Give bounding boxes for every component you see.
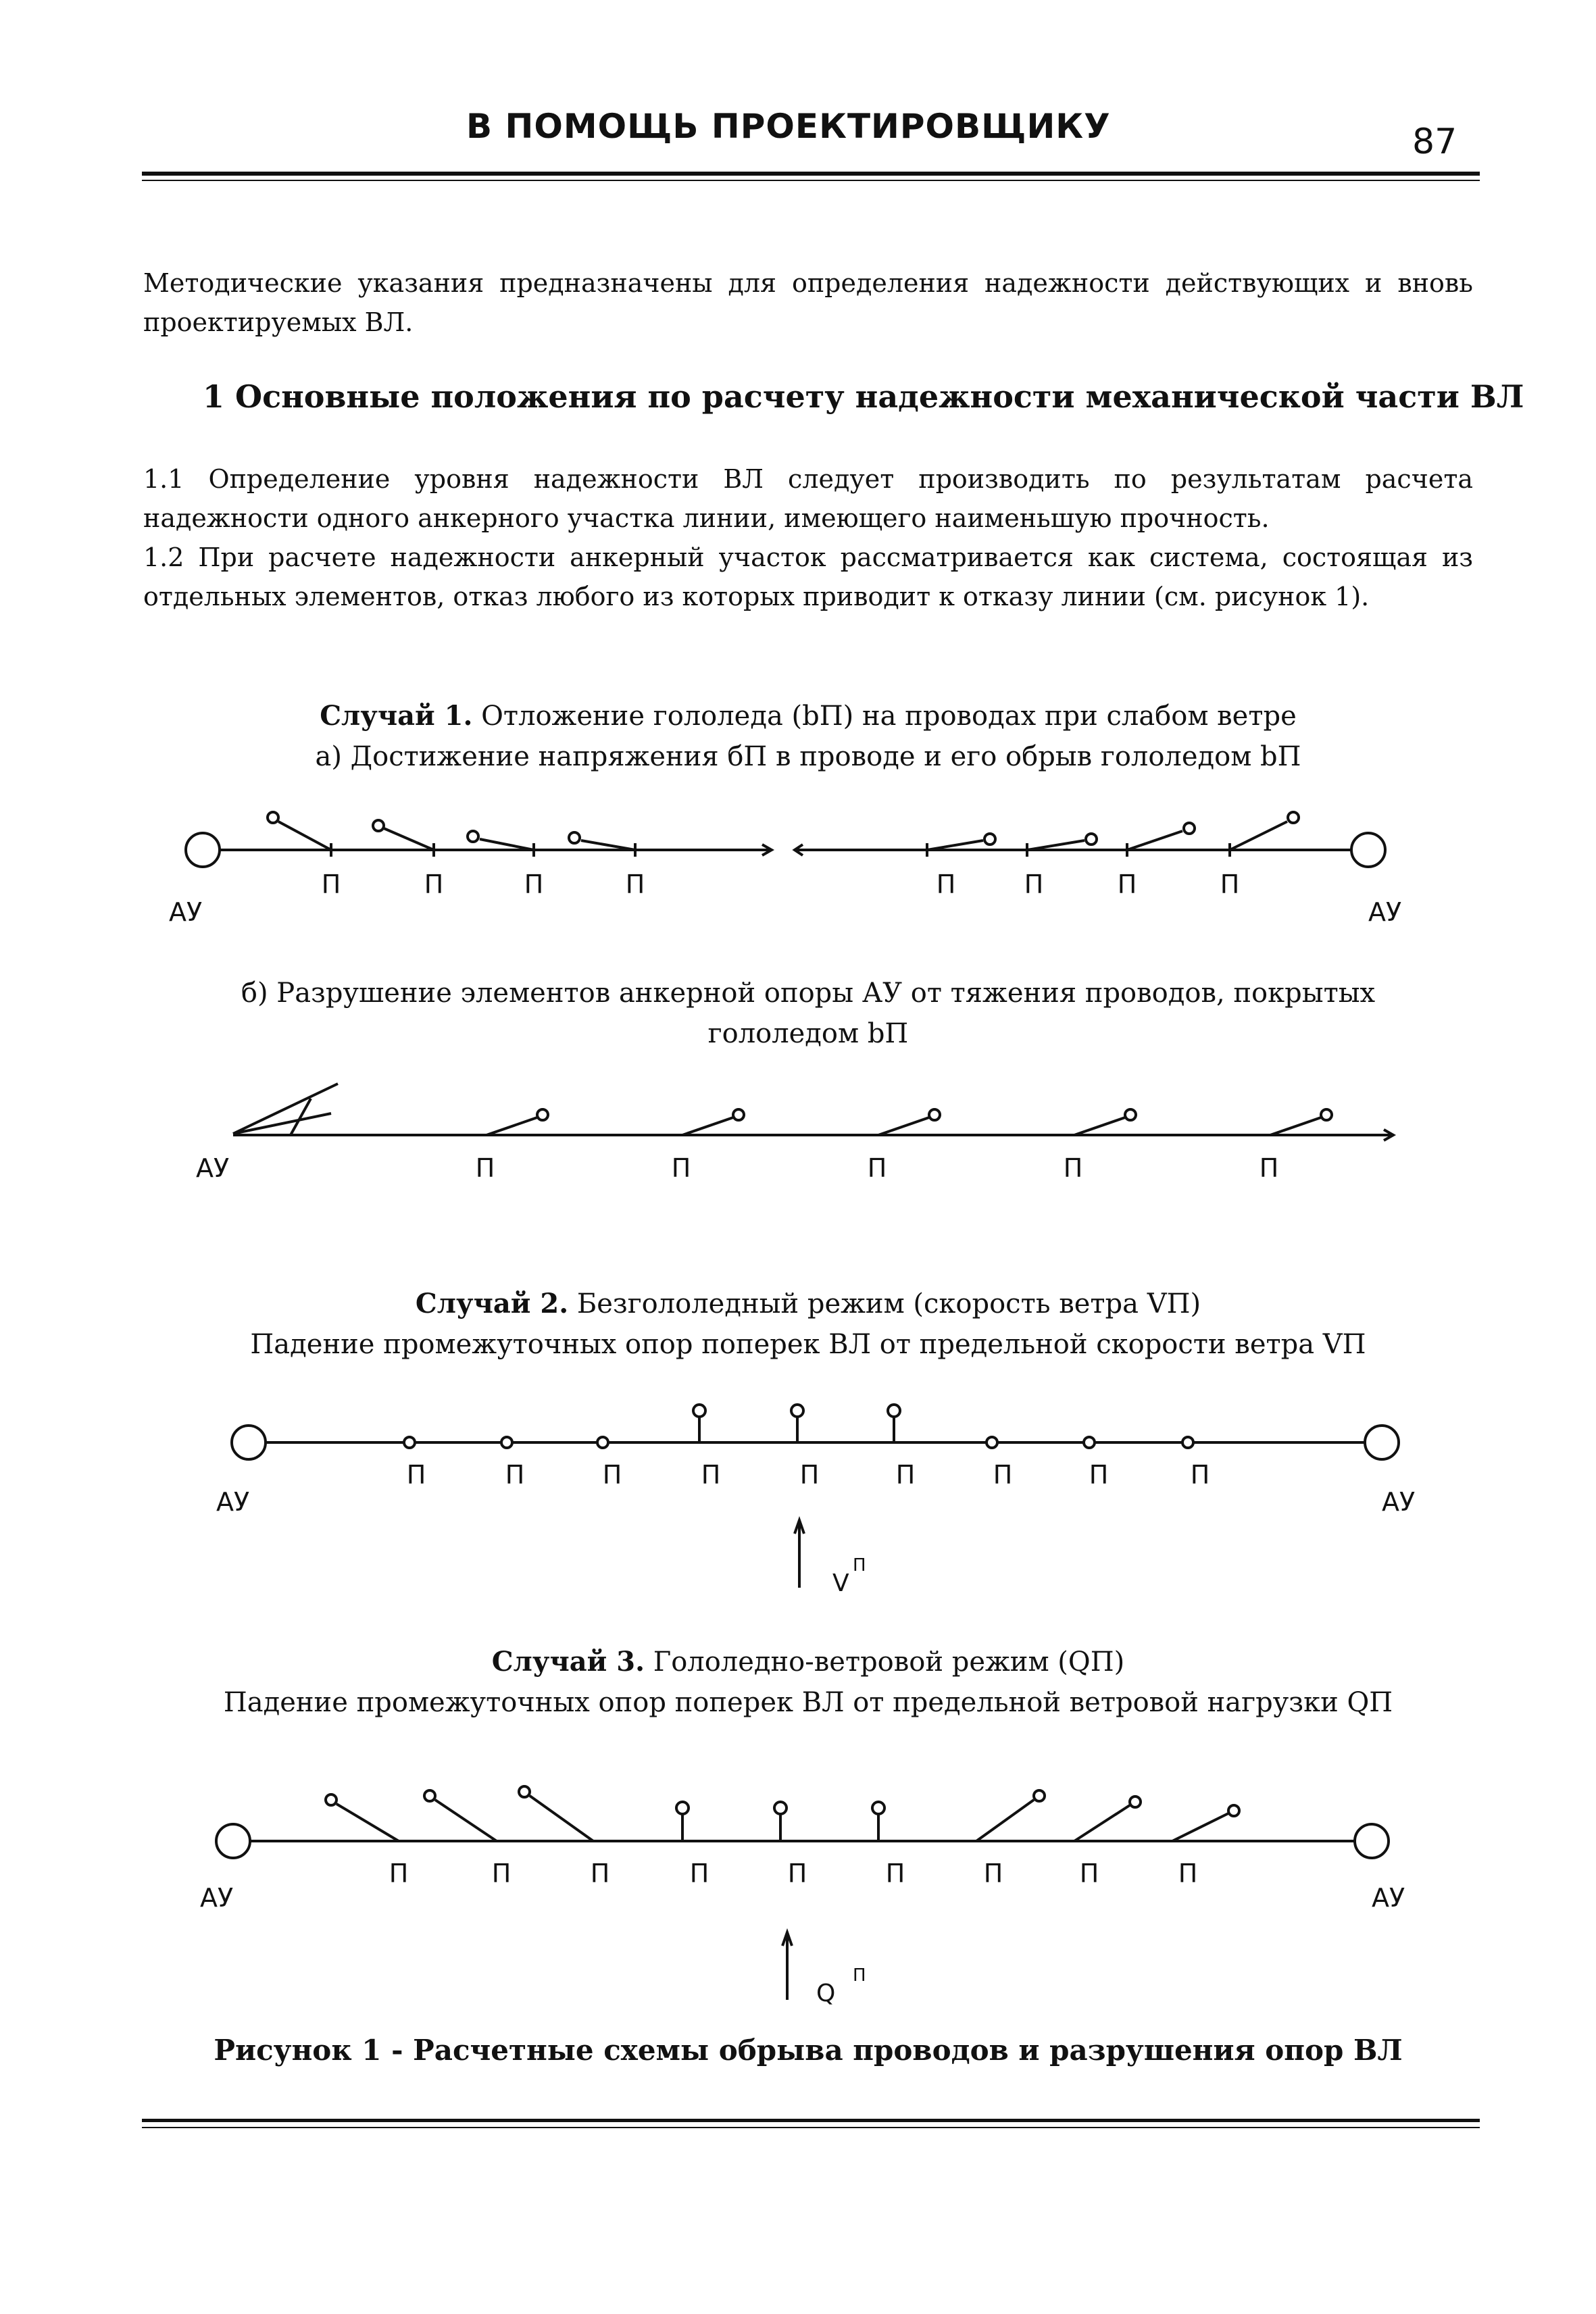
paragraph-1-2: 1.2 При расчете надежности анкерный участок рассматривается как система, состоящая из отдельных элементов, отказ любого из которых приводит к отказу линии (см. рисунок 1). — [143, 543, 1473, 611]
label-pole: П — [590, 1859, 610, 1888]
intro-paragraph: Методические указания предназначены для определения надежности действующих и вновь проектируемых ВЛ. — [143, 268, 1473, 337]
label-pole: П — [602, 1460, 622, 1490]
label-pole: П — [993, 1460, 1013, 1490]
label-pole: П — [505, 1460, 525, 1490]
wind-speed-label-sup: П — [853, 1555, 866, 1576]
figure-caption: Рисунок 1 - Расчетные схемы обрыва проводов и разрушения опор ВЛ — [214, 2034, 1403, 2067]
label-pole: П — [524, 870, 544, 899]
label-pole: П — [701, 1460, 721, 1490]
label-pole: П — [321, 870, 341, 899]
label-pole: П — [491, 1859, 512, 1888]
poles — [487, 1109, 1332, 1135]
wind-speed-label: V — [832, 1569, 849, 1597]
diagram-case1b — [233, 1084, 1393, 1140]
label-anchor: АУ — [1372, 1883, 1405, 1913]
diagram-case1a — [186, 812, 1385, 867]
anchor-support-collapsed — [233, 1084, 338, 1135]
wind-load-label: Q — [816, 1980, 836, 2007]
anchor-support-right — [1355, 1824, 1389, 1858]
anchor-support-right — [1365, 1426, 1399, 1459]
label-pole: П — [689, 1859, 709, 1888]
paragraph-1-1: 1.1 Определение уровня надежности ВЛ следует производить по результатам расчета надежности одного анкерного участка линии, имеющего наименьшую прочность. — [143, 464, 1473, 533]
label-anchor: АУ — [196, 1153, 230, 1183]
label-pole: П — [1259, 1153, 1279, 1183]
section-heading: 1 Основные положения по расчету надежности механической части ВЛ — [203, 378, 1524, 415]
anchor-support-left — [186, 833, 220, 867]
label-anchor: АУ — [216, 1487, 250, 1517]
case1-sub-b-line2: гололедом bП — [707, 1018, 909, 1049]
label-pole: П — [389, 1859, 409, 1888]
label-anchor: АУ — [169, 897, 203, 927]
case2-title: Безгололедный режим (скорость ветра VП) — [576, 1288, 1201, 1319]
label-pole: П — [799, 1460, 820, 1490]
page-number: 87 — [1412, 122, 1457, 162]
label-pole: П — [885, 1859, 905, 1888]
label-pole: П — [475, 1153, 495, 1183]
label-pole: П — [1079, 1859, 1099, 1888]
label-anchor: АУ — [1368, 897, 1402, 927]
case2-subtitle: Падение промежуточных опор поперек ВЛ от предельной скорости ветра VП — [250, 1329, 1366, 1360]
anchor-support-right — [1351, 833, 1385, 867]
poles — [326, 1786, 1239, 1841]
label-pole: П — [671, 1153, 691, 1183]
label-pole: П — [895, 1460, 916, 1490]
diagram-text-labels — [169, 870, 1415, 2007]
page-header-title: В ПОМОЩЬ ПРОЕКТИРОВЩИКУ — [466, 107, 1111, 146]
label-pole: П — [1190, 1460, 1210, 1490]
label-pole: П — [867, 1153, 887, 1183]
label-pole: П — [1178, 1859, 1198, 1888]
label-pole: П — [1063, 1153, 1083, 1183]
case1-sub-a: а) Достижение напряжения бП в проводе и его обрыв гололедом bП — [315, 741, 1301, 772]
anchor-support-left — [216, 1824, 250, 1858]
diagram-case2 — [232, 1405, 1399, 1588]
case3-label: Случай 3. — [491, 1646, 645, 1678]
label-pole: П — [983, 1859, 1003, 1888]
wind-load-label-sup: П — [853, 1965, 866, 1986]
label-anchor: АУ — [200, 1883, 234, 1913]
label-pole: П — [625, 870, 645, 899]
anchor-support-left — [232, 1426, 266, 1459]
label-pole: П — [1117, 870, 1137, 899]
label-pole: П — [787, 1859, 807, 1888]
case2-label: Случай 2. — [415, 1288, 569, 1319]
case1-sub-b-line1: б) Разрушение элементов анкерной опоры АУ от тяжения проводов, покрытых — [241, 978, 1376, 1009]
case1-title: Отложение гололеда (bП) на проводах при слабом ветре — [481, 701, 1297, 732]
label-pole: П — [1024, 870, 1044, 899]
label-pole: П — [424, 870, 444, 899]
label-pole: П — [936, 870, 956, 899]
label-anchor: АУ — [1382, 1487, 1416, 1517]
case3-title: Гололедно-ветровой режим (QП) — [653, 1646, 1125, 1678]
case3-subtitle: Падение промежуточных опор поперек ВЛ от предельной ветровой нагрузки QП — [223, 1687, 1393, 1718]
label-pole: П — [1220, 870, 1240, 899]
case1-label: Случай 1. — [320, 700, 473, 732]
label-pole: П — [1089, 1460, 1109, 1490]
label-pole: П — [406, 1460, 426, 1490]
diagram-case3 — [216, 1786, 1389, 2000]
